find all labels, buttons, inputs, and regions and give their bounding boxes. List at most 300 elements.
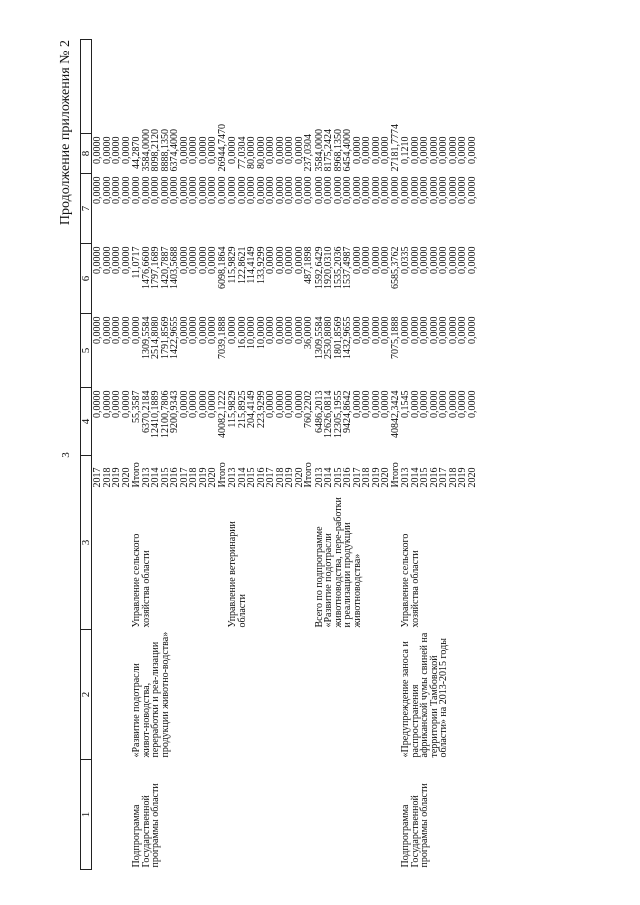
amount-cell: 1791,8569 (159, 316, 171, 359)
amount-cell: 0,0000 (169, 176, 180, 204)
year-cell: 2015 (332, 467, 344, 488)
amount-cell: 0,0000 (351, 246, 363, 274)
amount-cell: 1537,4987 (342, 246, 353, 289)
year-cell: 2015 (419, 467, 430, 488)
amount-cell: 0,0000 (370, 176, 382, 204)
column-number: 6 (81, 244, 92, 314)
amount-cell: 0,0000 (342, 176, 353, 204)
amount-cell: 0,0000 (361, 390, 372, 418)
amount-cell: 11,0717 (131, 246, 142, 279)
amount-cell: 0,0000 (409, 136, 421, 164)
empty-cell (468, 40, 478, 134)
amount-cell: 1535,2036 (332, 246, 344, 289)
empty-cell (161, 40, 171, 134)
empty-cell (334, 40, 344, 134)
amount-cell: 0,0000 (120, 136, 132, 164)
amount-cell: 0,0000 (111, 176, 122, 204)
column-number: 1 (81, 760, 92, 870)
amount-cell: 0,0000 (120, 390, 132, 418)
empty-cell (112, 40, 122, 134)
amount-cell: 1797,1689 (150, 246, 161, 289)
year-cell: 2020 (380, 467, 391, 488)
year-cell: 2017 (265, 467, 276, 488)
year-cell: 2018 (101, 467, 113, 488)
empty-cell (208, 40, 218, 134)
amount-cell: 80,0000 (246, 136, 257, 169)
amount-cell: 0,0000 (428, 246, 440, 274)
amount-cell: 6454,4000 (342, 129, 353, 172)
amount-cell: 0,0000 (236, 176, 248, 204)
amount-cell: 0,0000 (400, 176, 411, 204)
amount-cell: 0,0000 (188, 136, 199, 164)
amount-cell: 0,0000 (216, 176, 228, 204)
table-row (227, 40, 238, 870)
year-cell: 2015 (246, 467, 257, 488)
amount-cell: 0,0000 (303, 176, 314, 204)
amount-cell: 0,0000 (284, 390, 295, 418)
amount-cell: 115,9829 (227, 390, 238, 428)
amount-cell: 0,0000 (370, 136, 382, 164)
amount-cell: 0,0000 (111, 390, 122, 418)
amount-cell: 0,0000 (188, 390, 199, 418)
amount-cell: 0,0000 (380, 390, 391, 418)
empty-cell (449, 40, 459, 134)
empty-cell (103, 40, 113, 134)
year-cell: Итого (131, 462, 142, 488)
year-cell: 2017 (178, 467, 190, 488)
amount-cell: 0,0000 (438, 316, 449, 344)
amount-cell: 2530,8080 (323, 316, 334, 359)
empty-cell (411, 40, 421, 134)
amount-cell: 40842,3424 (389, 390, 401, 438)
amount-cell: 0,0000 (466, 136, 478, 164)
amount-cell: 0,1210 (400, 136, 411, 164)
amount-cell: 0,0000 (447, 390, 459, 418)
amount-cell: 0,0000 (120, 316, 132, 344)
amount-cell: 1476,6600 (140, 246, 152, 289)
year-cell: 2016 (255, 467, 267, 488)
amount-cell: 114,4149 (246, 246, 257, 284)
year-cell: Итого (303, 462, 314, 488)
amount-cell: 8098,2120 (150, 129, 161, 172)
amount-cell: 55,3587 (131, 390, 142, 423)
amount-cell: 760,2202 (303, 390, 314, 428)
amount-cell: 3584,0000 (313, 129, 325, 172)
amount-cell: 0,0000 (207, 390, 218, 418)
amount-cell: 0,0000 (207, 316, 218, 344)
amount-cell: 0,0000 (111, 136, 122, 164)
amount-cell: 0,0000 (400, 316, 411, 344)
amount-cell: 0,0000 (284, 316, 295, 344)
amount-cell: 487,1898 (303, 246, 314, 284)
year-cell: 2020 (120, 467, 132, 488)
program-type-cell: Подпрограмма Государственной программы области (400, 783, 430, 868)
amount-cell: 0,0000 (150, 176, 161, 204)
amount-cell: 0,0000 (361, 246, 372, 274)
amount-cell: 0,0000 (140, 176, 152, 204)
amount-cell: 1801,8569 (332, 316, 344, 359)
column-number: 7 (81, 174, 92, 244)
amount-cell: 0,0000 (293, 176, 305, 204)
empty-cell (362, 40, 372, 134)
amount-cell: 0,0000 (265, 136, 276, 164)
amount-cell: 0,0000 (120, 246, 132, 274)
amount-cell: 133,9299 (255, 246, 267, 284)
amount-cell: 1432,9655 (342, 316, 353, 359)
amount-cell: 0,0000 (92, 316, 103, 344)
amount-cell: 12626,0814 (323, 390, 334, 438)
amount-cell: 0,0000 (207, 176, 218, 204)
program-name-cell: «Развитие подотрасли живот-новодства, переработки и реа-лизации продукции животно-водства» (131, 631, 171, 758)
continuation-title: Продолжение приложения № 2 (58, 40, 73, 226)
amount-cell: 12100,7806 (159, 390, 171, 438)
amount-cell: 0,0000 (370, 390, 382, 418)
amount-cell: 0,0000 (255, 176, 267, 204)
amount-cell: 0,0000 (197, 390, 209, 418)
amount-cell: 0,0000 (361, 136, 372, 164)
year-cell: 2017 (351, 467, 363, 488)
year-cell: 2014 (236, 467, 248, 488)
empty-cell (439, 40, 449, 134)
program-name-cell (227, 630, 314, 760)
amount-cell: 0,0000 (457, 176, 468, 204)
empty-cell (400, 40, 411, 134)
amount-cell: 0,0000 (438, 390, 449, 418)
amount-cell: 0,0000 (428, 176, 440, 204)
amount-cell: 0,0000 (361, 316, 372, 344)
empty-cell (266, 40, 276, 134)
amount-cell: 0,0000 (447, 176, 459, 204)
amount-cell: 0,0000 (438, 246, 449, 274)
empty-cell (343, 40, 353, 134)
executor-cell: Управление сельского хозяйства области (400, 533, 421, 628)
amount-cell: 0,0000 (207, 136, 218, 164)
empty-cell (314, 40, 325, 134)
empty-cell (458, 40, 468, 134)
year-cell: 2014 (150, 467, 161, 488)
amount-cell: 6370,2184 (140, 390, 152, 433)
amount-cell: 0,0000 (419, 390, 430, 418)
amount-cell: 8968,1350 (332, 129, 344, 172)
year-cell: 2013 (140, 467, 152, 488)
amount-cell: 0,0000 (274, 136, 286, 164)
program-name-cell (314, 630, 401, 760)
amount-cell: 0,0000 (361, 176, 372, 204)
amount-cell: 0,0000 (274, 246, 286, 274)
year-cell: 2016 (428, 467, 440, 488)
amount-cell: 0,0000 (457, 246, 468, 274)
amount-cell: 0,0000 (409, 176, 421, 204)
year-cell: 2013 (400, 467, 411, 488)
year-cell: 2014 (323, 467, 334, 488)
rotated-sheet (58, 40, 593, 870)
amount-cell: 0,0000 (131, 176, 142, 204)
year-cell: 2018 (274, 467, 286, 488)
amount-cell: 0,0000 (409, 246, 421, 274)
amount-cell: 0,0000 (92, 176, 103, 204)
amount-cell: 8175,2424 (323, 129, 334, 172)
empty-cell (420, 40, 430, 134)
amount-cell: 0,0000 (409, 390, 421, 418)
year-cell: 2019 (284, 467, 295, 488)
amount-cell: 0,0000 (380, 316, 391, 344)
amount-cell: 0,0000 (428, 316, 440, 344)
year-cell: 2015 (159, 467, 171, 488)
program-type-cell: Подпрограмма Государственной программы области (131, 783, 161, 868)
executor-cell: Управление сельского хозяйства области (131, 533, 152, 628)
empty-cell (304, 40, 314, 134)
amount-cell: 6374,4000 (169, 129, 180, 172)
amount-cell: 0,0000 (265, 246, 276, 274)
amount-cell: 0,0000 (323, 176, 334, 204)
amount-cell: 77,0304 (236, 136, 248, 169)
executor-cell: Управление ветеринарии области (227, 521, 248, 628)
empty-cell (142, 40, 152, 134)
amount-cell: 1309,5584 (313, 316, 325, 359)
table-row (131, 40, 142, 870)
year-cell: 2017 (438, 467, 449, 488)
amount-cell: 0,0000 (293, 316, 305, 344)
budget-table (80, 39, 477, 870)
amount-cell: 0,0000 (419, 316, 430, 344)
amount-cell: 26944,7470 (216, 124, 228, 172)
amount-cell: 2514,8080 (150, 316, 161, 359)
amount-cell: 6486,2013 (313, 390, 325, 433)
empty-cell (391, 40, 401, 134)
amount-cell: 1592,6429 (313, 246, 325, 289)
year-cell: 2013 (313, 467, 325, 488)
program-type-cell (92, 760, 132, 870)
amount-cell: 0,0000 (246, 176, 257, 204)
year-cell: Итого (216, 462, 228, 488)
empty-cell (295, 40, 305, 134)
amount-cell: 0,0000 (447, 316, 459, 344)
empty-cell (218, 40, 228, 134)
amount-cell: 0,0000 (351, 390, 363, 418)
amount-cell: 0,0000 (92, 246, 103, 274)
amount-cell: 7075,1888 (389, 316, 401, 359)
amount-cell: 0,0000 (351, 136, 363, 164)
amount-cell: 0,0000 (101, 390, 113, 418)
amount-cell: 0,0000 (178, 136, 190, 164)
amount-cell: 0,0000 (120, 176, 132, 204)
empty-cell (285, 40, 295, 134)
amount-cell: 9424,8642 (342, 390, 353, 433)
year-cell: 2020 (466, 467, 478, 488)
executor-cell (92, 490, 132, 630)
amount-cell: 0,0000 (438, 176, 449, 204)
table-row (400, 40, 411, 870)
amount-cell: 0,0000 (447, 136, 459, 164)
amount-cell: 8888,1350 (159, 129, 171, 172)
amount-cell: 0,0000 (351, 316, 363, 344)
amount-cell: 0,0000 (332, 176, 344, 204)
empty-cell (372, 40, 382, 134)
year-cell: 2018 (188, 467, 199, 488)
empty-cell (180, 40, 190, 134)
amount-cell: 0,0000 (197, 316, 209, 344)
amount-cell: 0,0000 (466, 176, 478, 204)
amount-cell: 80,0000 (255, 136, 267, 169)
amount-cell: 0,0000 (197, 246, 209, 274)
amount-cell: 0,0000 (265, 316, 276, 344)
empty-cell (238, 40, 248, 134)
year-cell: 2019 (197, 467, 209, 488)
year-cell: 2020 (207, 467, 218, 488)
year-cell: 2017 (92, 467, 103, 488)
year-cell: 2016 (342, 467, 353, 488)
amount-cell: 115,9829 (227, 246, 238, 284)
amount-cell: 0,0000 (111, 246, 122, 274)
page-top-mark: 3 (60, 452, 72, 458)
amount-cell: 0,0000 (428, 136, 440, 164)
empty-cell (122, 40, 132, 134)
amount-cell: 1920,0310 (323, 246, 334, 289)
amount-cell: 0,0000 (178, 176, 190, 204)
amount-cell: 0,0000 (419, 136, 430, 164)
amount-cell: 0,0000 (466, 316, 478, 344)
amount-cell: 0,0000 (207, 246, 218, 274)
amount-cell: 10,0000 (246, 316, 257, 349)
empty-cell (199, 40, 209, 134)
amount-cell: 0,0000 (188, 316, 199, 344)
amount-cell: 0,0000 (265, 390, 276, 418)
year-cell: 2019 (457, 467, 468, 488)
amount-cell: 0,0000 (466, 390, 478, 418)
amount-cell: 7039,1888 (216, 316, 228, 359)
amount-cell: 0,0000 (178, 316, 190, 344)
amount-cell: 0,0000 (265, 176, 276, 204)
amount-cell: 0,0000 (188, 246, 199, 274)
amount-cell: 12410,1889 (150, 390, 161, 438)
year-cell: Итого (389, 462, 401, 488)
amount-cell: 36,0000 (303, 316, 314, 349)
column-number: 4 (81, 388, 92, 456)
table-body (92, 40, 478, 870)
amount-cell: 0,0000 (419, 176, 430, 204)
amount-cell: 0,0000 (92, 136, 103, 164)
amount-cell: 1420,7887 (159, 246, 171, 289)
amount-cell: 0,0000 (227, 176, 238, 204)
amount-cell: 0,0000 (380, 176, 391, 204)
empty-cell (170, 40, 180, 134)
amount-cell: 0,0000 (227, 136, 238, 164)
amount-cell: 0,0000 (284, 246, 295, 274)
amount-cell: 0,0000 (178, 390, 190, 418)
amount-cell: 223,9299 (255, 390, 267, 428)
amount-cell: 0,0000 (274, 176, 286, 204)
amount-cell: 0,0000 (351, 176, 363, 204)
amount-cell: 0,0000 (428, 390, 440, 418)
amount-cell: 44,2870 (131, 136, 142, 169)
amount-cell: 0,0000 (457, 390, 468, 418)
empty-cell (131, 40, 142, 134)
amount-cell: 1422,9655 (169, 316, 180, 359)
empty-cell (247, 40, 257, 134)
empty-cell (324, 40, 334, 134)
empty-cell (189, 40, 199, 134)
amount-cell: 16,0000 (236, 316, 248, 349)
empty-cell (430, 40, 440, 134)
year-cell: 2020 (293, 467, 305, 488)
amount-cell: 27181,7774 (389, 124, 401, 172)
amount-cell: 0,0000 (101, 136, 113, 164)
amount-cell: 0,0000 (159, 176, 171, 204)
amount-cell: 0,0000 (101, 316, 113, 344)
column-number: 8 (81, 134, 92, 174)
empty-cell (353, 40, 363, 134)
amount-cell: 215,8925 (236, 390, 248, 428)
amount-cell: 0,0000 (457, 136, 468, 164)
program-type-cell (227, 760, 314, 870)
year-cell: 2018 (361, 467, 372, 488)
amount-cell: 0,0000 (389, 176, 401, 204)
amount-cell: 0,0335 (400, 246, 411, 274)
column-number: 2 (81, 630, 92, 760)
amount-cell: 0,0000 (293, 390, 305, 418)
amount-cell: 40082,1222 (216, 390, 228, 438)
empty-cell (257, 40, 267, 134)
amount-cell: 0,0000 (370, 246, 382, 274)
empty-cell (227, 40, 238, 134)
amount-cell: 0,0000 (313, 176, 325, 204)
year-cell: 2016 (169, 467, 180, 488)
amount-cell: 0,0000 (178, 246, 190, 274)
year-cell: 2014 (409, 467, 421, 488)
amount-cell: 0,0000 (457, 316, 468, 344)
year-cell: 2019 (111, 467, 122, 488)
amount-cell: 0,0000 (227, 316, 238, 344)
amount-cell: 0,0000 (101, 246, 113, 274)
amount-cell: 0,0000 (380, 136, 391, 164)
amount-cell: 0,0000 (274, 390, 286, 418)
empty-cell (151, 40, 161, 134)
amount-cell: 0,0000 (284, 176, 295, 204)
program-type-cell (314, 760, 401, 870)
amount-cell: 9200,9343 (169, 390, 180, 433)
empty-cell (276, 40, 286, 134)
table-row (92, 40, 103, 870)
amount-cell: 6098,1864 (216, 246, 228, 289)
amount-cell: 0,0000 (370, 316, 382, 344)
amount-cell: 0,0000 (197, 176, 209, 204)
year-cell: 2019 (370, 467, 382, 488)
amount-cell: 0,0000 (101, 176, 113, 204)
amount-cell: 6585,3762 (389, 246, 401, 289)
empty-cell (92, 40, 103, 134)
column-number: 5 (81, 314, 92, 388)
amount-cell: 0,0000 (293, 246, 305, 274)
column-number: 3 (81, 456, 92, 630)
amount-cell: 0,0000 (419, 246, 430, 274)
amount-cell: 0,0000 (131, 316, 142, 344)
amount-cell: 0,1545 (400, 390, 411, 418)
amount-cell: 3584,0000 (140, 129, 152, 172)
amount-cell: 0,0000 (274, 316, 286, 344)
amount-cell: 0,0000 (447, 246, 459, 274)
amount-cell: 0,0000 (466, 246, 478, 274)
amount-cell: 0,0000 (284, 136, 295, 164)
program-name-cell (92, 630, 132, 760)
amount-cell: 1309,5584 (140, 316, 152, 359)
amount-cell: 0,0000 (111, 316, 122, 344)
year-cell: 2013 (227, 467, 238, 488)
amount-cell: 10,0000 (255, 316, 267, 349)
amount-cell: 0,0000 (380, 246, 391, 274)
amount-cell: 0,0000 (293, 136, 305, 164)
amount-cell: 237,0304 (303, 134, 314, 172)
year-cell: 2018 (447, 467, 459, 488)
